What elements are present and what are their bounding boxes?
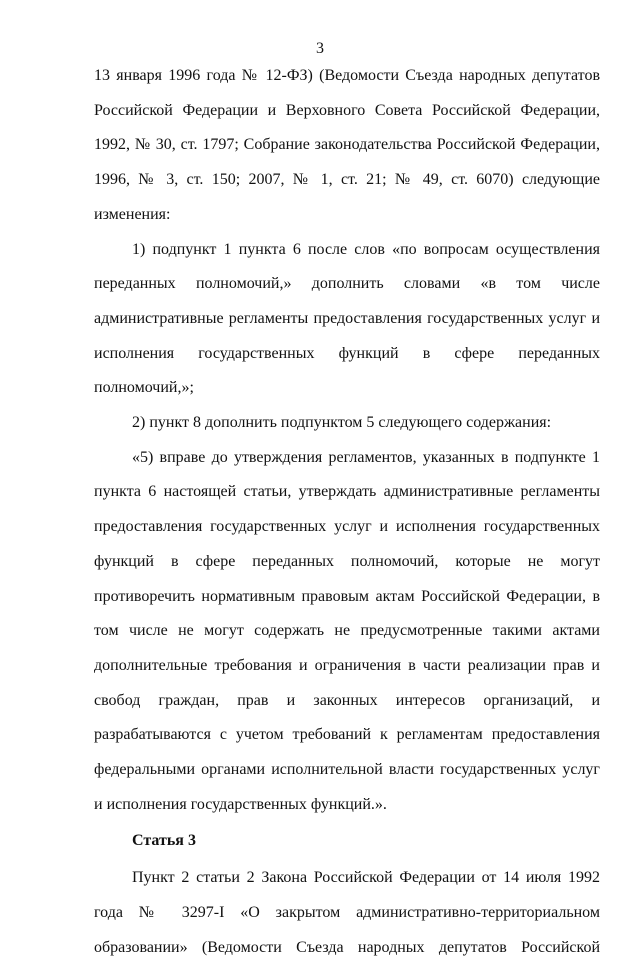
paragraph-subitem-5: «5) вправе до утверждения регламентов, указанных в подпункте 1 пункта 6 настоящей статьи, утверждать административные регламенты предоставления государственных услуг и исполнения государственных функций в сфере переданных полномочий, которые не могут противоречить нормативным правовым актам Российской Федерации, в том числе не могут содержать не предусмотренные такими актами дополнительные требования и ограничения в части реализации прав и свобод граждан, прав и законных интересов организаций, и разрабатываются с учетом требований к регламентам предоставления федеральными органами исполнительной власти государственных услуг и исполнения государственных функций.». bbox=[94, 448, 600, 813]
article-3-heading: Статья 3 bbox=[132, 832, 196, 850]
document-body bbox=[94, 59, 600, 965]
page-number: 3 bbox=[316, 40, 324, 57]
paragraph-item-1: 1) подпункт 1 пункта 6 после слов «по вопросам осуществления переданных полномочий,» дополнить словами «в том числе административные регламенты предоставления государственных услуг и исполнения государственных функций в сфере переданных полномочий,»; bbox=[94, 240, 600, 397]
paragraph-article-3: Пункт 2 статьи 2 Закона Российской Федерации от 14 июля 1992 года № 3297-I «О закрытом административно-территориальном образовании» (Ведомости Съезда народных депутатов Российской bbox=[94, 869, 600, 956]
paragraph-amendments-intro: 13 января 1996 года № 12-ФЗ) (Ведомости Съезда народных депутатов Российской Федерации и Верховного Совета Российской Федерации, 1992, № 30, ст. 1797; Собрание законодательства Российской Федерации, 1996, № 3, ст. 150; 2007, № 1, ст. 21; № 49, ст. 6070) следующие изменения: bbox=[94, 67, 600, 223]
paragraph-item-2: 2) пункт 8 дополнить подпунктом 5 следующего содержания: bbox=[132, 414, 552, 432]
